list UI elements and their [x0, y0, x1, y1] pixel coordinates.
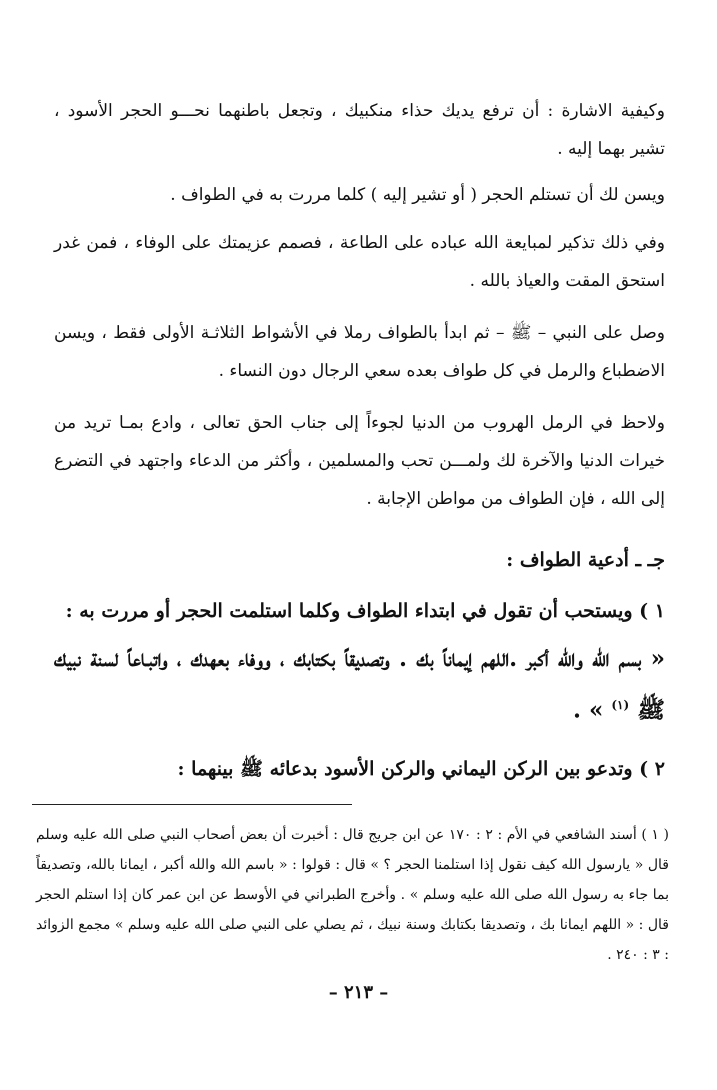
item-1: ١ ) ويستحب أن تقول في ابتداء الطواف وكلما استلمت الحجر أو مررت به :	[65, 600, 665, 622]
paragraph-raml: وصل على النبي – ﷺ – ثم ابدأ بالطواف رملا في الأشواط الثلاثـة الأولى فقط ، ويسن الاضطباع والرمل في كل طواف بعده سعي الرجال دون النساء .	[54, 323, 665, 381]
page-number: – ٢١٣ –	[328, 982, 389, 1003]
paragraph-istilam-gesture: وكيفية الاشارة : أن ترفع يديك حذاء منكبيك ، وتجعل باطنهما نحـــو الحجر الأسود ، تشير بهما إليه .	[54, 101, 665, 159]
item-2: ٢ ) وتدعو بين الركن اليماني والركن الأسود بدعائه ﷺ بينهما :	[177, 757, 665, 780]
footnote-divider	[32, 804, 352, 805]
paragraph-touch-stone: ويسن لك أن تستلم الحجر ( أو تشير إليه ) كلما مررت به في الطواف .	[170, 185, 665, 205]
section-title: جـ ـ أدعية الطواف :	[506, 549, 665, 571]
dua-body: « بسم الله والله أكبر .اللهم إيماناً بك . وتصديقاً بكتابك ، ووفاء بعهدك ، واتبـاعاً لسنة نبيك ﷺ	[54, 645, 665, 724]
dua-text	[54, 636, 665, 734]
footnote: ( ١ ) أسند الشافعي في الأم : ٢ : ١٧٠ عن ابن جريج قال : أخبرت أن بعض أصحاب النبي صلى الله عليه وسلم قال « يارسول الله كيف نقول إذا استلمنا الحجر ؟ » قال : قولوا : « باسم الله والله أكبر ، ايمانا بالله، وتصديقاً بما جاء به رسول الله صلى الله عليه وسلم » . وأخرج الطبراني في الأوسط عن ابن عمر كان إذا استلم الحجر قال : « اللهم ايمانا بك ، وتصديقا بكتابك وسنة نبيك ، ثم يصلي على النبي صلى الله عليه وسلم » مجمع الزوائد : ٣ : ٢٤٠ .	[36, 827, 669, 963]
footnote-reference: (١)	[611, 698, 630, 712]
paragraph-pledge-reminder: وفي ذلك تذكير لمبايعة الله عباده على الطاعة ، فصمم عزيمتك على الوفاء ، فمن غدر استحق المقت والعياذ بالله .	[54, 233, 665, 291]
dua-end: » .	[572, 696, 604, 724]
paragraph-supplication: ولاحظ في الرمل الهروب من الدنيا لجوءاً إلى جناب الحق تعالى ، وادع بمـا تريد من خيرات الدنيا والآخرة لك ولمـــن تحب والمسلمين ، وأكثر من الدعاء واجتهد في التضرع إلى الله ، فإن الطواف من مواطن الإجابة .	[54, 413, 665, 509]
